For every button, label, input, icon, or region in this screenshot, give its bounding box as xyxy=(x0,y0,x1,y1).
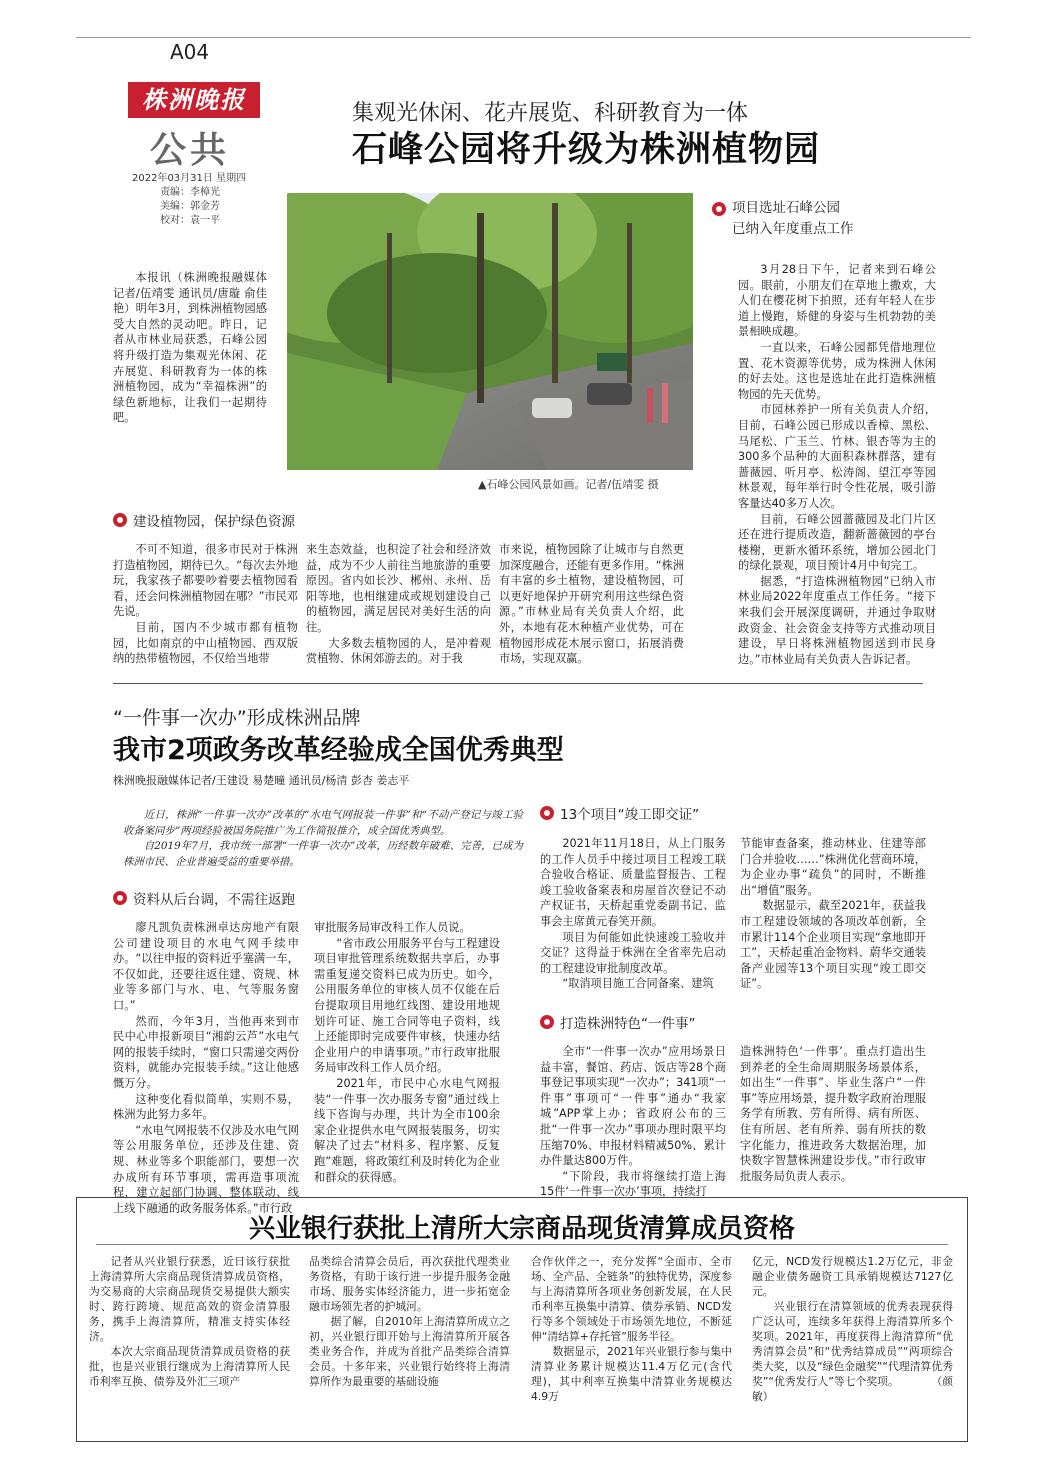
story1-subhead-site: 项目选址石峰公园 xyxy=(732,200,840,216)
subhead-bullet-icon xyxy=(712,202,726,216)
editor-credit: 责编：李樟光 xyxy=(160,187,220,198)
story1-col2: 来生态效益，也积淀了社会和经济效益，成为不少人前往当地旅游的重要原因。省内如长沙、郴州、永州、岳阳等地，也相继建成或规划建设自己的植物园，满足居民对美好生活的向往。 大多数去植物园的人，是冲着观赏植物、休闲郊游去的。对于我 xyxy=(306,543,491,666)
story2-subhead-feature: 打造株洲特色“一件事” xyxy=(560,1016,696,1032)
story2-byline: 株洲晚报融媒体记者/王建设 易楚曈 通讯员/杨清 彭杏 姜志平 xyxy=(113,774,410,787)
story2-headline: 我市2项政务改革经验成全国优秀典型 xyxy=(113,735,564,766)
subhead-bullet-icon xyxy=(540,806,554,820)
story2-col4: 节能审查备案，推动林业、住建等部门合并验收……”株洲优化营商环境，为企业办事“疏负”的同时，不断推出“增值”服务。 数据显示，截至2021年，获益我市工程建设领域的各项改革创新，全市累计114个企业项目实现“拿地即开工”，天桥起重冶金物料、蔚华交通装备产业园等13个项目实现“竣工即交证”。 xyxy=(740,837,926,991)
story3-headline: 兴业银行获批上清所大宗商品现货清算成员资格 xyxy=(248,1214,795,1244)
park-photo xyxy=(287,193,693,470)
subhead-bullet-icon xyxy=(540,1015,554,1029)
subhead-bullet-icon xyxy=(113,513,127,527)
story3-col4: 亿元，NCD发行规模达1.2万亿元，非金融企业债务融资工具承销规模达7127亿元。 兴业银行在清算领域的优秀表现获得广泛认可，连续多年获得上海清算所多个奖项。2021年，再度获得上海清算所“优秀清算会员”和“优秀结算成员”“两项综合类大奖，以及“绿色金融奖”“代理清算优秀奖”“优秀发行人”等七个奖项。 （颜敏） xyxy=(752,1255,953,1403)
story3-col3: 合作伙伴之一，充分发挥“全面市、全市场、全产品、全链条”的独特优势，深度参与上海清算所各项业务创新发展，在人民币利率互换集中清算、债券承销、NCD发行等多个领域处于市场领先地位，不断延伸“清结算+存托管”服务半径。 数据显示，2021年兴业银行参与集中清算业务累计规模达11.4万亿元(含代理)，其中利率互换集中清算业务规模达4.9万 xyxy=(531,1255,732,1403)
subhead-bullet-icon xyxy=(113,891,127,905)
section-title: 公共 xyxy=(150,129,231,171)
story2-kicker: “一件事一次办”形成株洲品牌 xyxy=(113,707,361,729)
story2-subhead-13projects: 13个项目“竣工即交证” xyxy=(560,807,700,823)
story1-lead: 本报讯（株洲晚报融媒体记者/伍靖雯 通讯员/唐璇 俞佳艳）明年3月，到株洲植物园感受大自然的灵动吧。昨日，记者从市林业局获悉，石峰公园将升级打造为集观光休闲、花卉展览、科研教育为一体的株洲植物园，成为“幸福株洲”的绿色新地标，让我们一起期待吧。 xyxy=(113,271,267,425)
story2-subhead-materials: 资料从后台调，不需往返跑 xyxy=(133,892,295,908)
story2-intro: 近日，株洲“一件事一次办”改革的“水电气网报装一件事”和“不动产登记与竣工验收备案同步”两项经验被国务院推广为工作简报推介，成全国优秀典型。 自2019年7月，我市统一部署“一件事一次办”改革，历经数年破难、完善，已成为株洲市民、企业普遍受益的重要举措。 xyxy=(123,809,523,868)
issue-date: 2022年03月31日 星期四 xyxy=(132,173,247,184)
photo-caption: ▲石峰公园风景如画。记者/伍靖雯 摄 xyxy=(478,478,659,491)
story2-col3: 2021年11月18日，从上门服务的工作人员手中接过项目工程竣工联合验收合格证、质量监督报告、工程竣工验收备案表和房屋首次登记不动产权证书，天桥起重党委副书记、监事会主席黄元春笑开颜。 项目为何能如此快速竣工验收并交证？这得益于株洲在全省率先启动的工程建设审批制度改革。 “取消项目施工合同备案、建筑 xyxy=(540,837,726,991)
newspaper-logo: 株洲晚报 xyxy=(128,82,260,118)
proofreader-credit: 校对：袁一平 xyxy=(160,215,220,226)
story2-col2: 审批服务局审改科工作人员说。 “省市政公用服务平台与工程建设项目审批管理系统数据共享后，办事需重复递交资料已成为历史。如今，公用服务单位的审核人员不仅能在后台提取项目用地红线图、建设用地规划许可证、施工合同等电子资料，线上还能即时完成要件审核，快速办结企业用户的申请事项。”市行政审批服务局审改科工作人员介绍。 2021年，市民中心水电气网报装“一件事一次办服务专窗”通过线上线下咨询与办理，共计为全市100余家企业提供水电气网报装服务，切实解决了过去“材料多、程序繁、反复跑”难题，将政策红利及时转化为企业和群众的获得感。 xyxy=(314,921,500,1184)
story1-kicker: 集观光休闲、花卉展览、科研教育为一体 xyxy=(352,101,749,126)
story3-col2: 品类综合清算会员后，再次获批代理类业务资格，有助于该行进一步提升服务金融市场、服务实体经济能力，进一步拓宽金融市场领先者的护城河。 据了解，自2010年上海清算所成立之初，兴业银行即开始与上海清算所开展各类业务合作，并成为首批产品类综合清算会员。十多年来，兴业银行始终将上海清算所作为最重要的基础设施 xyxy=(309,1255,510,1388)
page-number: A04 xyxy=(170,40,210,64)
story1-subhead-build: 建设植物园，保护绿色资源 xyxy=(133,514,295,530)
story1-col3: 市来说，植物园除了让城市与自然更加深度融合，还能有更多作用。“株洲有丰富的乡土植物，建设植物园，可以更好地保护开研究利用这些绿色资源。”市林业局有关负责人介绍，此外，本地有花木种植产业优势，可在植物园形成花木展示窗口，拓展消费市场，实现双赢。 xyxy=(499,543,684,666)
story2-col5: 全市“一件事一次办”应用场景日益丰富，餐馆、药店、饭店等28个商事登记事项实现“一次办”；341项“一件事”事项可“一件事”通办“我家城”APP掌上办；省政府公布的三批“一件事一次办”事项办理时限平均压缩70%、申报材料精减50%、累计办件量达800万件。 “下阶段，我市将继续打造上海15件‘一件事一次办’事项，持续打 xyxy=(540,1045,726,1199)
story1-headline: 石峰公园将升级为株洲植物园 xyxy=(352,130,821,170)
story1-col1: 不可不知道，很多市民对于株洲打造植物园，期待已久。“每次去外地玩，我家孩子都要吵着要去植物园看看，还会问株洲植物园在哪？”市民邓先说。 目前，国内不少城市都有植物园，比如南京的中山植物园、西双版纳的热带植物园，不仅给当地带 xyxy=(113,543,298,666)
story2-col1: 廖凡凯负责株洲卓达房地产有限公司建设项目的水电气网手续申办。“以往申报的资料近乎塞满一车，不仅如此，还要往返住建、资规、林业等多部门与水、电、气等服务窗口。” 然而，今年3月，当他再来到市民中心申报新项目“湘韵云芦”水电气网的报装手续时，“窗口只需递交两份资料，就能办完报装手续。”这让他感慨万分。 这种变化看似简单，实则不易，株洲为此努力多年。 “水电气网报装不仅涉及水电气网等公用服务单位，还涉及住建、资规、林业等多个职能部门，要想一次办成所有环节事项，需再造事项流程，建立起部门协调、整体联动、线上线下融通的政务服务体系。”市行政 xyxy=(113,921,299,1215)
story3-col1: 记者从兴业银行获悉，近日该行获批上海清算所大宗商品现货清算成员资格，为交易商的大宗商品现货交易提供大额实时、跨行跨境、规范高效的资金清算服务，携手上海清算所，精准支持实体经济。 本次大宗商品现货清算成员资格的获批，也是兴业银行继成为上海清算所人民币利率互换、债券及外汇三项产 xyxy=(89,1255,290,1388)
designer-credit: 美编：郭金芳 xyxy=(160,201,220,212)
story1-right-column: 3月28日下午，记者来到石峰公园。眼前，小朋友们在草地上撒欢，大人们在樱花树下拍照，还有年轻人在步道上慢跑，矫健的身姿与生机勃勃的美景相映成趣。 一直以来，石峰公园都凭借地理位置、花木资源等优势，成为株洲人休闲的好去处。这也是选址在此打造株洲植物园的先天优势。 市园林养护一所有关负责人介绍，目前，石峰公园已形成以香樟、黑松、马尾松、广玉兰、竹林、银杏等为主的300多个品种的大面积森林群落，建有蔷薇园、听月亭、松涛阁、望江亭等园林景观，每年举行时令性花展，吸引游客量达40多万人次。 目前，石峰公园蔷薇园及北门片区还在进行提质改造，翻新蔷薇园的亭台楼榭，更新水循环系统，增加公园北门的绿化景观，项目预计4月中旬完工。 据悉，“打造株洲植物园”已纳入市林业局2022年度重点工作任务。“接下来我们会开展深度调研，并通过争取财政资金、社会资金支持等方式推动项目建设，早日将株洲植物园送到市民身边。”市林业局有关负责人告诉记者。 xyxy=(738,263,936,666)
story1-subhead-site-line2: 已纳入年度重点工作 xyxy=(732,220,854,237)
story2-col6: 造株洲特色‘一件事’。重点打造出生到养老的全生命周期服务场景体系，如出生“一件事”、毕业生落户“一件事”等应用场景，提升数字政府治理服务学有所教、劳有所得、病有所医、住有所居、老有所养、弱有所扶的数字化能力，推进政务大数据治理，加快数字智慧株洲建设步伐。”市行政审批服务局负责人表示。 xyxy=(740,1045,926,1183)
